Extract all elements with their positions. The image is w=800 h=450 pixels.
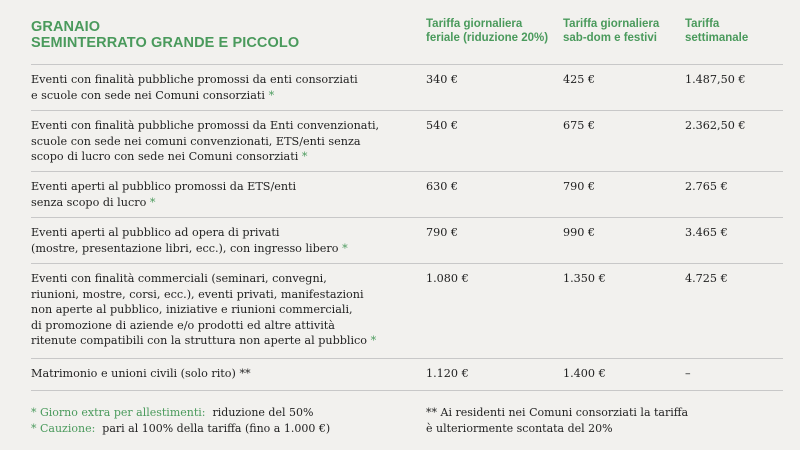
cell-festivi: 1.350 € (563, 272, 606, 285)
footer-notes (31, 390, 783, 436)
row-label-line: Matrimonio e unioni civili (solo rito) ** (31, 367, 251, 380)
cell-festivi: 675 € (563, 119, 596, 132)
row-marker: * (370, 334, 377, 347)
cell-settimanale: 3.465 € (685, 226, 728, 239)
row-label-line: di promozione di aziende e/o prodotti ed altre attività (31, 318, 335, 332)
column-header-line: sab-dom e festivi (563, 32, 657, 44)
cell-feriale: 630 € (426, 180, 459, 193)
column-header-feriale (426, 14, 563, 64)
row-label (31, 359, 426, 390)
extra-day-label: * Giorno extra per allestimenti: (31, 406, 206, 419)
table-body (31, 64, 783, 390)
tariff-sheet (31, 14, 783, 436)
column-header-line: settimanale (685, 32, 749, 44)
table-row (31, 110, 783, 171)
row-label-line: scopo di lucro con sede nei Comuni consorziati * (31, 150, 308, 163)
cell-feriale: 790 € (426, 226, 459, 239)
deposit-value: pari al 100% della tariffa (fino a 1.000 €) (102, 421, 331, 435)
column-header-line: Tariffa giornaliera (563, 18, 660, 30)
table-header (31, 14, 783, 64)
row-label-line: Eventi aperti al pubblico ad opera di privati (31, 226, 280, 239)
row-label (31, 264, 426, 358)
cell-feriale: 340 € (426, 73, 459, 86)
row-marker: * (268, 88, 275, 102)
row-label (31, 111, 426, 171)
column-header-festivi (563, 14, 685, 64)
row-label-line: Eventi aperti al pubblico promossi da ETS/enti (31, 180, 297, 193)
table-row (31, 217, 783, 263)
row-label-line: senza scopo di lucro * (31, 195, 156, 209)
row-label-line: Eventi con finalità pubbliche promossi da enti consorziati (31, 73, 358, 86)
residents-note-line: ** Ai residenti nei Comuni consorziati la tariffa (426, 406, 689, 419)
cell-settimanale: – (685, 367, 691, 380)
cell-feriale: 1.120 € (426, 367, 469, 380)
cell-feriale: 540 € (426, 119, 459, 132)
table-row (31, 64, 783, 110)
table-row (31, 171, 783, 217)
column-header-line: Tariffa (685, 18, 720, 30)
page-title (31, 14, 426, 64)
row-marker: * (301, 150, 308, 163)
row-label-line: non aperte al pubblico, iniziative e riunioni commerciali, (31, 303, 353, 316)
cell-settimanale: 4.725 € (685, 272, 728, 285)
cell-festivi: 1.400 € (563, 367, 606, 380)
cell-settimanale: 2.765 € (685, 180, 728, 193)
column-header-settimanale (685, 14, 783, 64)
deposit-note (31, 421, 426, 437)
cell-festivi: 990 € (563, 226, 596, 239)
row-label-line: e scuole con sede nei Comuni consorziati * (31, 88, 275, 102)
row-label-line: (mostre, presentazione libri, ecc.), con ingresso libero * (31, 241, 348, 255)
column-header-line: Tariffa giornaliera (426, 18, 523, 30)
cell-feriale: 1.080 € (426, 272, 469, 285)
title-line: SEMINTERRATO GRANDE E PICCOLO (31, 35, 300, 51)
row-label-line: ritenute compatibili con la struttura non aperte al pubblico * (31, 334, 377, 347)
column-header-line: feriale (riduzione 20%) (426, 32, 549, 44)
row-label-line: scuole con sede nei comuni convenzionati, ETS/enti senza (31, 134, 361, 148)
cell-festivi: 790 € (563, 180, 596, 193)
table-row (31, 263, 783, 358)
deposit-label: * Cauzione: (31, 421, 96, 435)
residents-note (426, 405, 783, 436)
cell-festivi: 425 € (563, 73, 596, 86)
row-label-line: Eventi con finalità commerciali (seminari, convegni, (31, 272, 327, 285)
row-label (31, 65, 426, 110)
title-line: GRANAIO (31, 19, 101, 35)
row-marker: * (149, 195, 156, 209)
extra-day-value: riduzione del 50% (212, 406, 314, 419)
row-label (31, 218, 426, 263)
row-label-line: Eventi con finalità pubbliche promossi da Enti convenzionati, (31, 119, 380, 132)
residents-note-line: è ulteriormente scontata del 20% (426, 421, 613, 435)
row-label-line: riunioni, mostre, corsi, ecc.), eventi privati, manifestazioni (31, 287, 364, 301)
cell-settimanale: 1.487,50 € (685, 73, 746, 86)
row-marker: * (342, 241, 348, 255)
footer-left (31, 405, 426, 436)
extra-day-note (31, 405, 426, 421)
cell-settimanale: 2.362,50 € (685, 119, 746, 132)
row-label (31, 172, 426, 217)
table-row (31, 358, 783, 390)
